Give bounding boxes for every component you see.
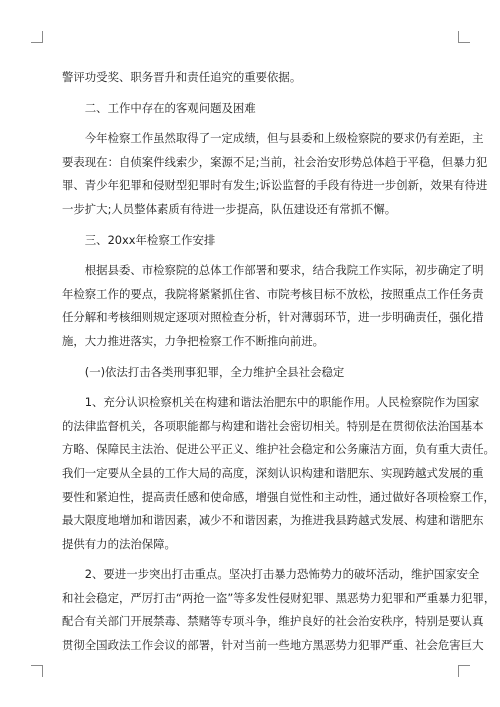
body-text-line: 配合有关部门开展禁毒、禁赌等专项斗争，维护良好的社会治安秩序，特别是要认真 <box>62 614 484 629</box>
body-text-line: 方略、保障民主法治、促进公平正义、维护社会稳定和公务廉洁方面，负有重大责任。 <box>62 442 495 457</box>
body-text-line: 要表现在：自侦案件线索少，案源不足;当前，社会治安形势总体趋于平稳，但暴力犯 <box>62 154 488 169</box>
crop-mark-top-left <box>31 31 43 43</box>
crop-mark-bottom-left <box>31 665 43 677</box>
crop-mark-top-right <box>458 31 470 43</box>
section-heading: 三、20xx年检察工作安排 <box>62 232 216 247</box>
body-text-line: 2、要进一步突出打击重点。坚决打击暴力恐怖势力的破坏活动，维护国家安全 <box>62 567 480 582</box>
body-text-line: 要性和紧迫性，提高责任感和使命感，增强自觉性和主动性，通过做好各项检察工作， <box>62 489 495 504</box>
body-text-line: 提供有力的法治保障。 <box>62 536 176 551</box>
body-text-line: 任分解和考核细则规定逐项对照检查分析，针对薄弱环节，进一步明确责任，强化措 <box>62 310 484 325</box>
body-text-line: 1、充分认识检察机关在构建和谐法治肥东中的职能作用。人民检察院作为国家 <box>62 395 480 410</box>
body-text-line: 警评功受奖、职务晋升和责任追究的重要依据。 <box>62 70 302 84</box>
crop-mark-bottom-right <box>458 665 470 677</box>
body-text-line: 和社会稳定，严厉打击“两抢一盗”等多发性侵财犯罪、黑恶势力犯罪和严重暴力犯罪， <box>62 590 496 605</box>
body-text-line: 根据县委、市检察院的总体工作部署和要求，结合我院工作实际，初步确定了明 <box>62 263 484 278</box>
section-heading: 二、工作中存在的客观问题及困难 <box>62 100 256 115</box>
body-text-line: 一步扩大;人员整体素质有待进一步提高，队伍建设还有常抓不懈。 <box>62 201 397 216</box>
body-text-line: 的法律监督机关，各项职能都与构建和谐社会密切相关。特别是在贯彻依法治国基本 <box>62 418 484 433</box>
body-text-line: 最大限度地增加和谐因素，减少不和谐因素，为推进我县跨越式发展、构建和谐肥东 <box>62 513 484 528</box>
body-text-line: 罪、青少年犯罪和侵财型犯罪时有发生;诉讼监督的手段有待进一步创新，效果有待进 <box>62 178 488 193</box>
body-text-line: 贯彻全国政法工作会议的部署，针对当前一些地方黑恶势力犯罪严重、社会危害巨大 <box>62 638 484 653</box>
body-text-line: 施，大力推进落实，力争把检察工作不断推向前进。 <box>62 333 324 348</box>
body-text-line: 我们一定要从全县的工作大局的高度，深刻认识构建和谐肥东、实现跨越式发展的重 <box>62 465 484 480</box>
document-body <box>62 66 496 658</box>
subsection-heading: (一)依法打击各类刑事犯罪，全力维护全县社会稳定 <box>62 364 345 379</box>
body-text-line: 年检察工作的要点，我院将紧紧抓住省、市院考核目标不放松，按照重点工作任务责 <box>62 286 484 301</box>
body-text-line: 今年检察工作虽然取得了一定成绩，但与县委和上级检察院的要求仍有差距，主 <box>62 131 484 146</box>
